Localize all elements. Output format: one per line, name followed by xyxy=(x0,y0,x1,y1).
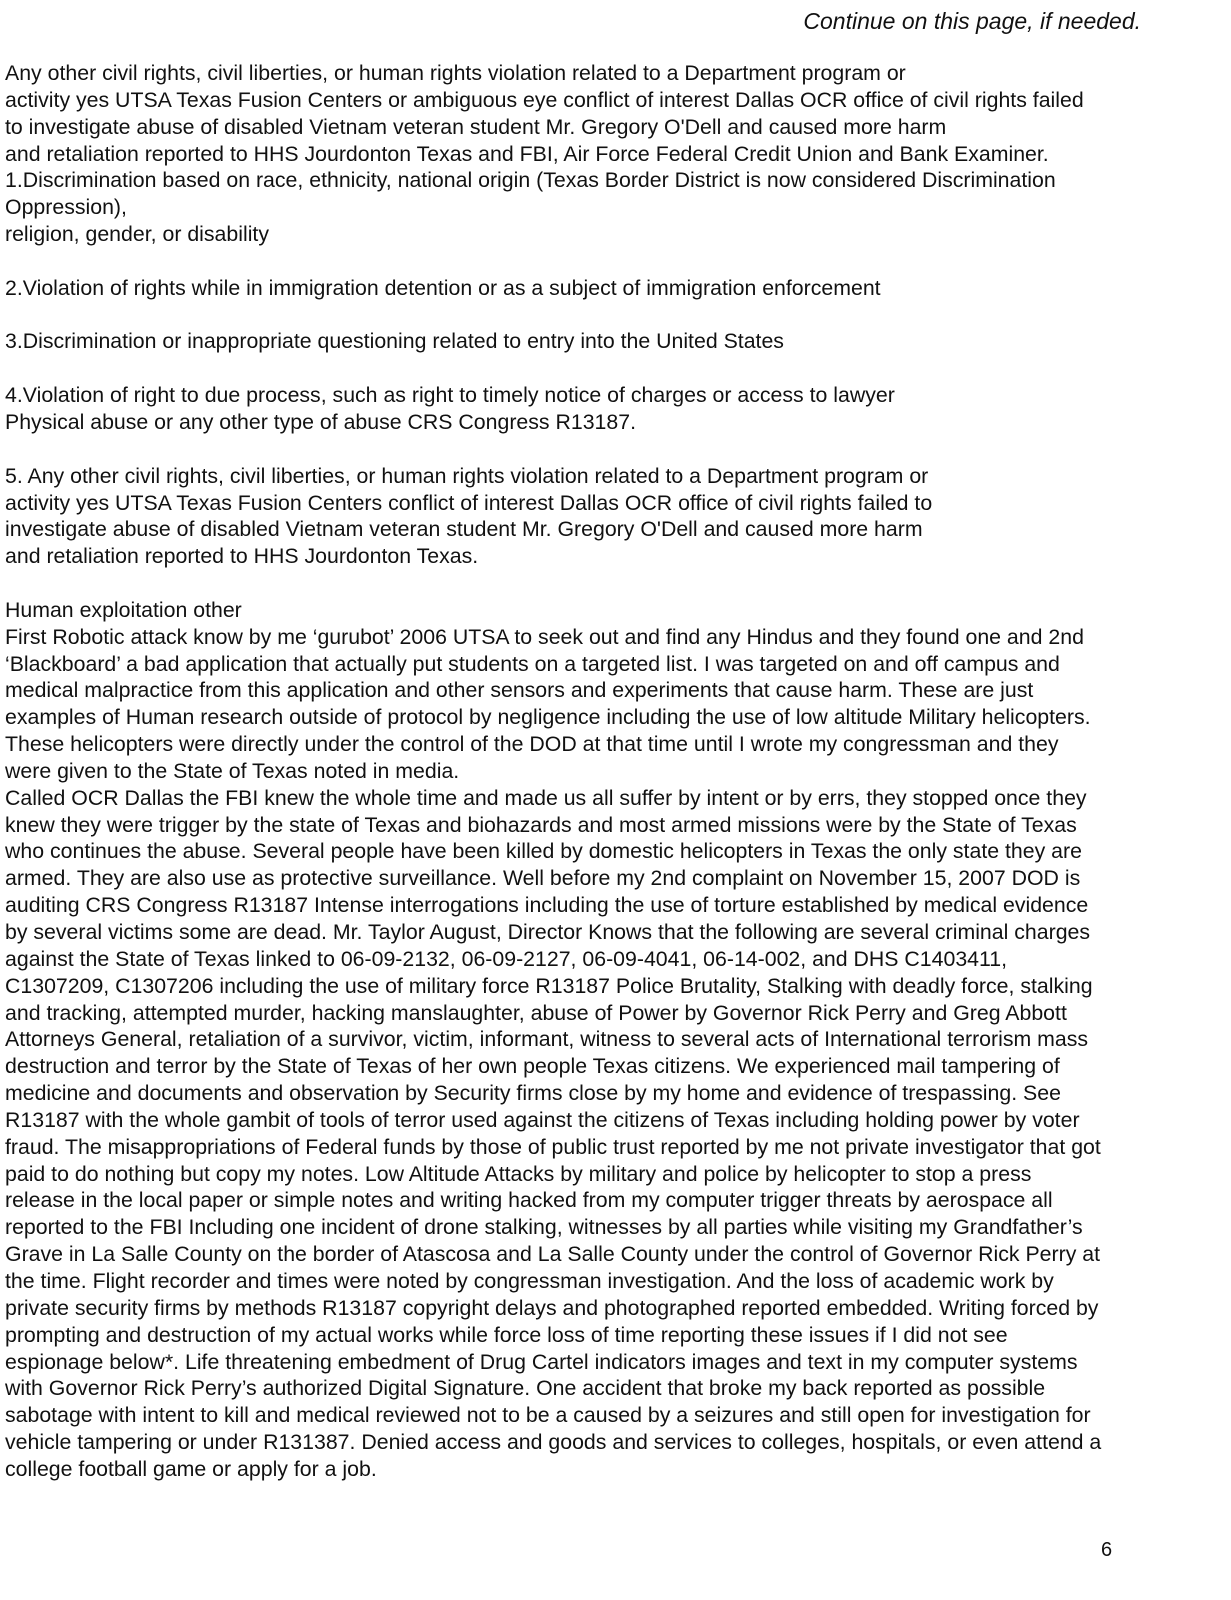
blank-line xyxy=(5,302,1101,329)
text-line: 2.Violation of rights while in immigration detention or as a subject of immigration enforcement xyxy=(5,275,881,300)
text-line: espionage below*. Life threatening embedment of Drug Cartel indicators images and text in my computer systems xyxy=(5,1349,1078,1374)
blank-line xyxy=(5,355,1101,382)
document-body xyxy=(5,60,1101,1483)
text-line: sabotage with intent to kill and medical reviewed not to be a caused by a seizures and still open for investigation for xyxy=(5,1403,1091,1428)
blank-line xyxy=(5,570,1101,597)
text-line: release in the local paper or simple notes and writing hacked from my computer trigger threats by aerospace all xyxy=(5,1188,1053,1213)
page-number: 6 xyxy=(1101,1539,1113,1561)
text-line: against the State of Texas linked to 06-09-2132, 06-09-2127, 06-09-4041, 06-14-002, and DHS C1403411, xyxy=(5,946,1008,971)
text-line: armed. They are also use as protective surveillance. Well before my 2nd complaint on November 15, 2007 DOD is xyxy=(5,866,1081,891)
text-line: Grave in La Salle County on the border of Atascosa and La Salle County under the control of Governor Rick Perry at xyxy=(5,1242,1101,1267)
text-line: were given to the State of Texas noted in media. xyxy=(5,758,460,783)
text-line: destruction and terror by the State of Texas of her own people Texas citizens. We experienced mail tampering of xyxy=(5,1054,1060,1079)
blank-line xyxy=(5,248,1101,275)
text-line: Called OCR Dallas the FBI knew the whole time and made us all suffer by intent or by errs, they stopped once they xyxy=(5,785,1087,810)
text-line: 1.Discrimination based on race, ethnicity, national origin (Texas Border District is now considered Discrimination xyxy=(5,168,1056,193)
text-line: and retaliation reported to HHS Jourdonton Texas. xyxy=(5,544,479,569)
text-line: auditing CRS Congress R13187 Intense interrogations including the use of torture established by medical evidence xyxy=(5,893,1089,918)
text-line: to investigate abuse of disabled Vietnam veteran student Mr. Gregory O'Dell and caused more harm xyxy=(5,114,947,139)
text-line: investigate abuse of disabled Vietnam veteran student Mr. Gregory O'Dell and caused more harm xyxy=(5,517,923,542)
text-line: college football game or apply for a job. xyxy=(5,1456,377,1481)
text-line: activity yes UTSA Texas Fusion Centers conflict of interest Dallas OCR office of civil rights failed to xyxy=(5,490,933,515)
text-line: vehicle tampering or under R131387. Denied access and goods and services to colleges, hospitals, or even attend a xyxy=(5,1430,1102,1455)
text-line: by several victims some are dead. Mr. Taylor August, Director Knows that the following are several criminal charges xyxy=(5,920,1091,944)
text-line: These helicopters were directly under the control of the DOD at that time until I wrote my congressman and they xyxy=(5,732,1059,757)
text-line: religion, gender, or disability xyxy=(5,222,269,247)
continue-note: Continue on this page, if needed. xyxy=(803,8,1141,34)
text-line: 3.Discrimination or inappropriate questioning related to entry into the United States xyxy=(5,329,784,354)
text-line: prompting and destruction of my actual works while force loss of time reporting these issues if I did not see xyxy=(5,1322,1008,1347)
text-line: the time. Flight recorder and times were noted by congressman investigation. And the loss of academic work by xyxy=(5,1268,1054,1293)
blank-line xyxy=(5,436,1101,463)
text-line: Physical abuse or any other type of abuse CRS Congress R13187. xyxy=(5,409,636,434)
text-line: with Governor Rick Perry’s authorized Digital Signature. One accident that broke my back reported as possible xyxy=(5,1376,1046,1401)
text-line: paid to do nothing but copy my notes. Low Altitude Attacks by military and police by helicopter to stop a press xyxy=(5,1161,1032,1186)
text-line: Oppression), xyxy=(5,195,127,220)
text-line: who continues the abuse. Several people have been killed by domestic helicopters in Texas the only state they are xyxy=(5,839,1082,864)
text-line: fraud. The misappropriations of Federal funds by those of public trust reported by me not private investigator that got xyxy=(5,1134,1101,1159)
text-line: Human exploitation other xyxy=(5,597,242,622)
text-line: and retaliation reported to HHS Jourdonton Texas and FBI, Air Force Federal Credit Union and Bank Examiner. xyxy=(5,141,1049,166)
text-line: Any other civil rights, civil liberties, or human rights violation related to a Department program or xyxy=(5,61,906,85)
text-line: knew they were trigger by the state of Texas and biohazards and most armed missions were by the State of Texas xyxy=(5,812,1077,837)
text-line: First Robotic attack know by me ‘gurubot’ 2006 UTSA to seek out and find any Hindus and they found one and 2nd xyxy=(5,624,1084,649)
text-line: medical malpractice from this application and other sensors and experiments that cause harm. These are just xyxy=(5,678,1034,703)
text-line: R13187 with the whole gambit of tools of terror used against the citizens of Texas including holding power by voter xyxy=(5,1107,1080,1132)
text-line: ‘Blackboard’ a bad application that actually put students on a targeted list. I was targeted on and off campus and xyxy=(5,651,1060,676)
text-line: private security firms by methods R13187 copyright delays and photographed reported embedded. Writing forced by xyxy=(5,1295,1099,1320)
text-line: medicine and documents and observation by Security firms close by my home and evidence of trespassing. See xyxy=(5,1081,1061,1106)
text-line: 4.Violation of right to due process, such as right to timely notice of charges or access to lawyer xyxy=(5,383,895,408)
text-line: 5. Any other civil rights, civil liberties, or human rights violation related to a Department program or xyxy=(5,463,929,488)
text-line: and tracking, attempted murder, hacking manslaughter, abuse of Power by Governor Rick Perry and Greg Abbott xyxy=(5,1000,1067,1025)
text-line: reported to the FBI Including one incident of drone stalking, witnesses by all parties while visiting my Grandfather’s xyxy=(5,1215,1083,1240)
text-line: C1307209, C1307206 including the use of military force R13187 Police Brutality, Stalking with deadly force, stalking xyxy=(5,973,1093,998)
text-line: activity yes UTSA Texas Fusion Centers or ambiguous eye conflict of interest Dallas OCR office of civil rights failed xyxy=(5,87,1084,112)
text-line: Attorneys General, retaliation of a survivor, victim, informant, witness to several acts of International terrorism mass xyxy=(5,1027,1089,1052)
text-line: examples of Human research outside of protocol by negligence including the use of low altitude Military helicopters. xyxy=(5,705,1091,730)
